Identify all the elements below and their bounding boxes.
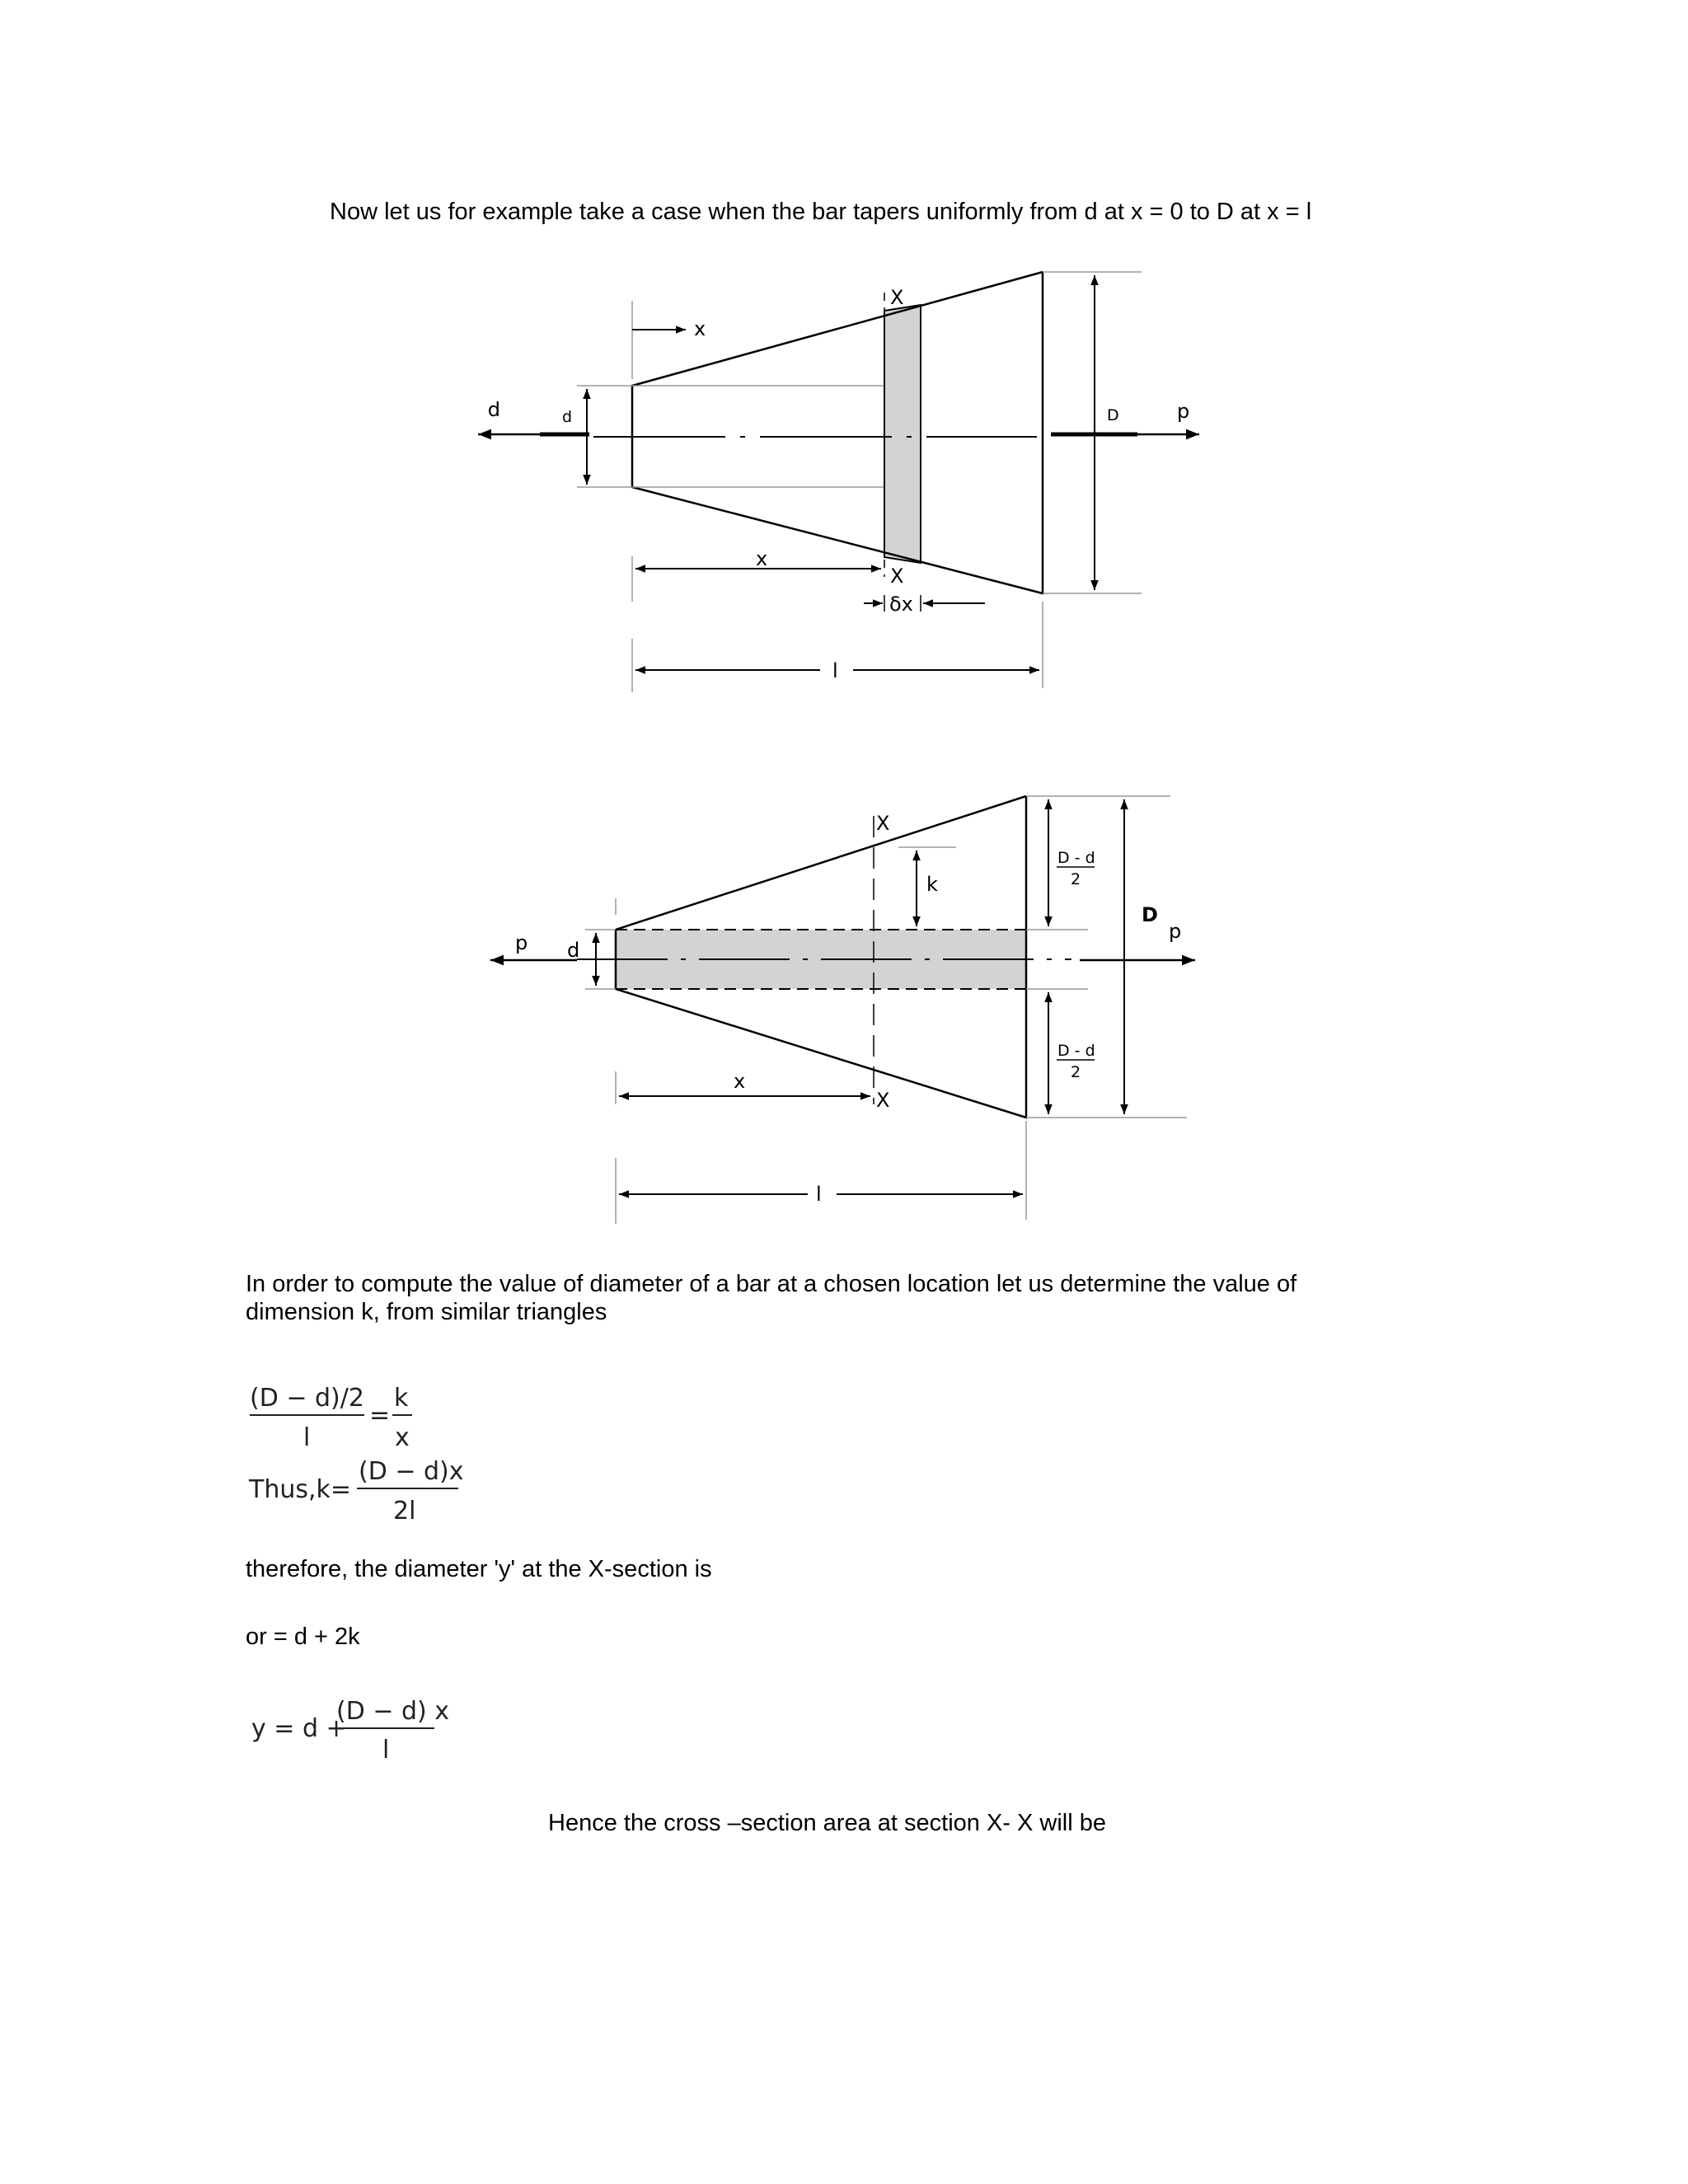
paragraph-similar-triangles-line1: In order to compute the value of diameter of a bar at a chosen location let us determine the value of: [246, 1271, 1297, 1297]
figure1-x-arrow-label: x: [694, 317, 706, 340]
eq1-lhs-denominator: l: [303, 1423, 311, 1452]
figure2-half-diff-top-num: D - d: [1057, 849, 1095, 867]
equation-k: [248, 1457, 464, 1526]
eq2-prefix: Thus,k=: [249, 1475, 352, 1504]
figure2-X-top-label: X: [876, 812, 890, 835]
figure1-d-label: d: [562, 408, 573, 426]
figure2-k-label: k: [926, 873, 938, 896]
figure1-X-top-label: X: [890, 286, 904, 309]
eq1-rhs-denominator: x: [395, 1423, 410, 1452]
figure1-X-bottom-label: X: [890, 565, 904, 588]
equation-y: [251, 1697, 449, 1765]
eq3-numerator: (D − d) x: [336, 1697, 450, 1726]
eq3-prefix: y = d +: [251, 1714, 347, 1743]
figure2-half-diff-top-den: 2: [1071, 870, 1081, 888]
figure1-tapered-bar: [478, 272, 1199, 692]
paragraph-diameter: therefore, the diameter 'y' at the X-section is: [246, 1556, 712, 1582]
equation-similar-triangles: [250, 1384, 412, 1452]
eq3-denominator: l: [382, 1736, 390, 1765]
eq1-rhs-numerator: k: [394, 1384, 409, 1413]
figure2-D-label: D: [1142, 903, 1158, 926]
figure1-p-left-label: p: [487, 401, 500, 424]
figure1-l-label: l: [832, 659, 838, 682]
figure2-p-right-label: p: [1169, 920, 1182, 943]
figure2-x-dim-label: x: [734, 1070, 746, 1093]
intro-text: Now let us for example take a case when the bar tapers uniformly from d at x = 0 to D at x = l: [330, 199, 1312, 225]
figure1-D-label: D: [1107, 406, 1119, 424]
paragraph-or-equals: or = d + 2k: [246, 1624, 360, 1650]
figure2-tapered-bar: [490, 796, 1195, 1224]
eq1-lhs-numerator: (D − d)/2: [250, 1384, 364, 1413]
paragraph-cross-section: Hence the cross –section area at section X- X will be: [548, 1810, 1106, 1836]
figure2-p-left-label: p: [515, 931, 528, 954]
paragraph-similar-triangles-line2: dimension k, from similar triangles: [246, 1299, 607, 1325]
figure1-x-dim-label: x: [756, 547, 768, 570]
figure2-half-diff-bottom-den: 2: [1071, 1063, 1081, 1081]
figure2-half-diff-bottom-num: D - d: [1057, 1042, 1095, 1060]
eq2-denominator: 2l: [393, 1497, 416, 1526]
figure1-dx-label: δx: [889, 593, 913, 616]
figure2-l-label: l: [816, 1183, 822, 1206]
figure1-shaded-slice: [884, 305, 921, 563]
eq2-numerator: (D − d)x: [359, 1457, 464, 1486]
figure2-X-bottom-label: X: [876, 1089, 890, 1112]
figure1-p-right-label: p: [1177, 400, 1190, 423]
eq1-equals: =: [369, 1401, 391, 1430]
figure2-d-label: d: [567, 939, 580, 962]
